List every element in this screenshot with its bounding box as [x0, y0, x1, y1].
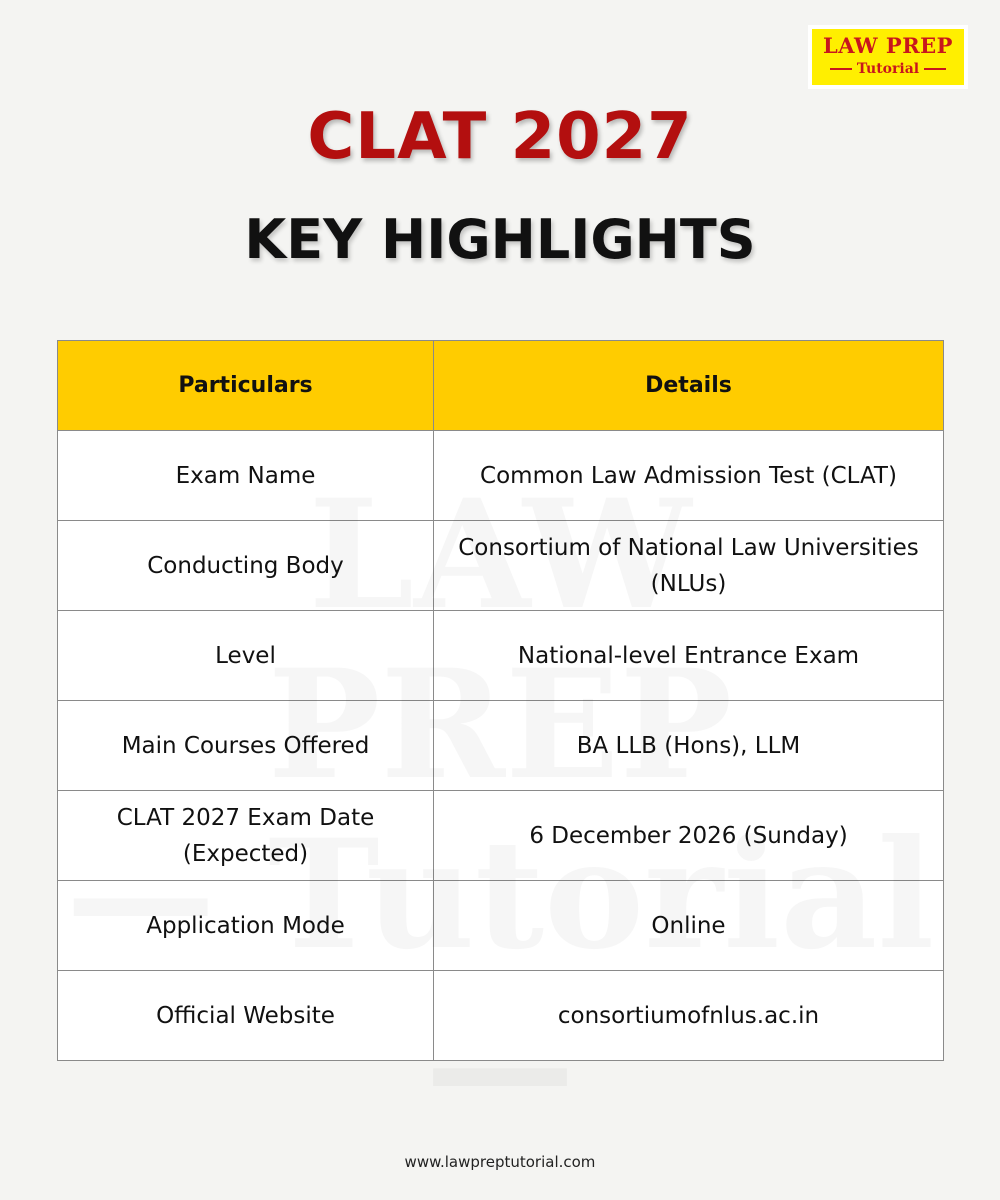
logo-line1: LAW PREP: [823, 33, 953, 58]
table-row: [58, 791, 944, 881]
highlights-table: [57, 340, 944, 1061]
detail-cell: Online: [434, 881, 944, 971]
detail-cell: National-level Entrance Exam: [434, 611, 944, 701]
particular-cell: Application Mode: [58, 881, 434, 971]
page-subtitle: KEY HIGHLIGHTS: [244, 208, 756, 271]
particular-cell: Level: [58, 611, 434, 701]
header-particulars: Particulars: [58, 341, 434, 431]
footer-website[interactable]: www.lawpreptutorial.com: [404, 1153, 596, 1171]
table-row: [58, 881, 944, 971]
logo-line2: Tutorial: [856, 61, 920, 77]
detail-cell: Common Law Admission Test (CLAT): [434, 431, 944, 521]
detail-cell: consortiumofnlus.ac.in: [434, 971, 944, 1061]
table-header-row: [58, 341, 944, 431]
page-title: CLAT 2027: [307, 100, 693, 174]
brand-logo: [812, 29, 964, 85]
detail-cell: 6 December 2026 (Sunday): [434, 791, 944, 881]
table-row: [58, 971, 944, 1061]
particular-cell: Main Courses Offered: [58, 701, 434, 791]
header-details: Details: [434, 341, 944, 431]
particular-cell: Conducting Body: [58, 521, 434, 611]
detail-cell: BA LLB (Hons), LLM: [434, 701, 944, 791]
detail-cell: Consortium of National Law Universities (NLUs): [434, 521, 944, 611]
table-row: [58, 431, 944, 521]
particular-cell: Official Website: [58, 971, 434, 1061]
table-row: [58, 521, 944, 611]
particular-cell: CLAT 2027 Exam Date (Expected): [58, 791, 434, 881]
table-row: [58, 611, 944, 701]
particular-cell: Exam Name: [58, 431, 434, 521]
divider: [924, 68, 946, 70]
table-row: [58, 701, 944, 791]
divider: [830, 68, 852, 70]
